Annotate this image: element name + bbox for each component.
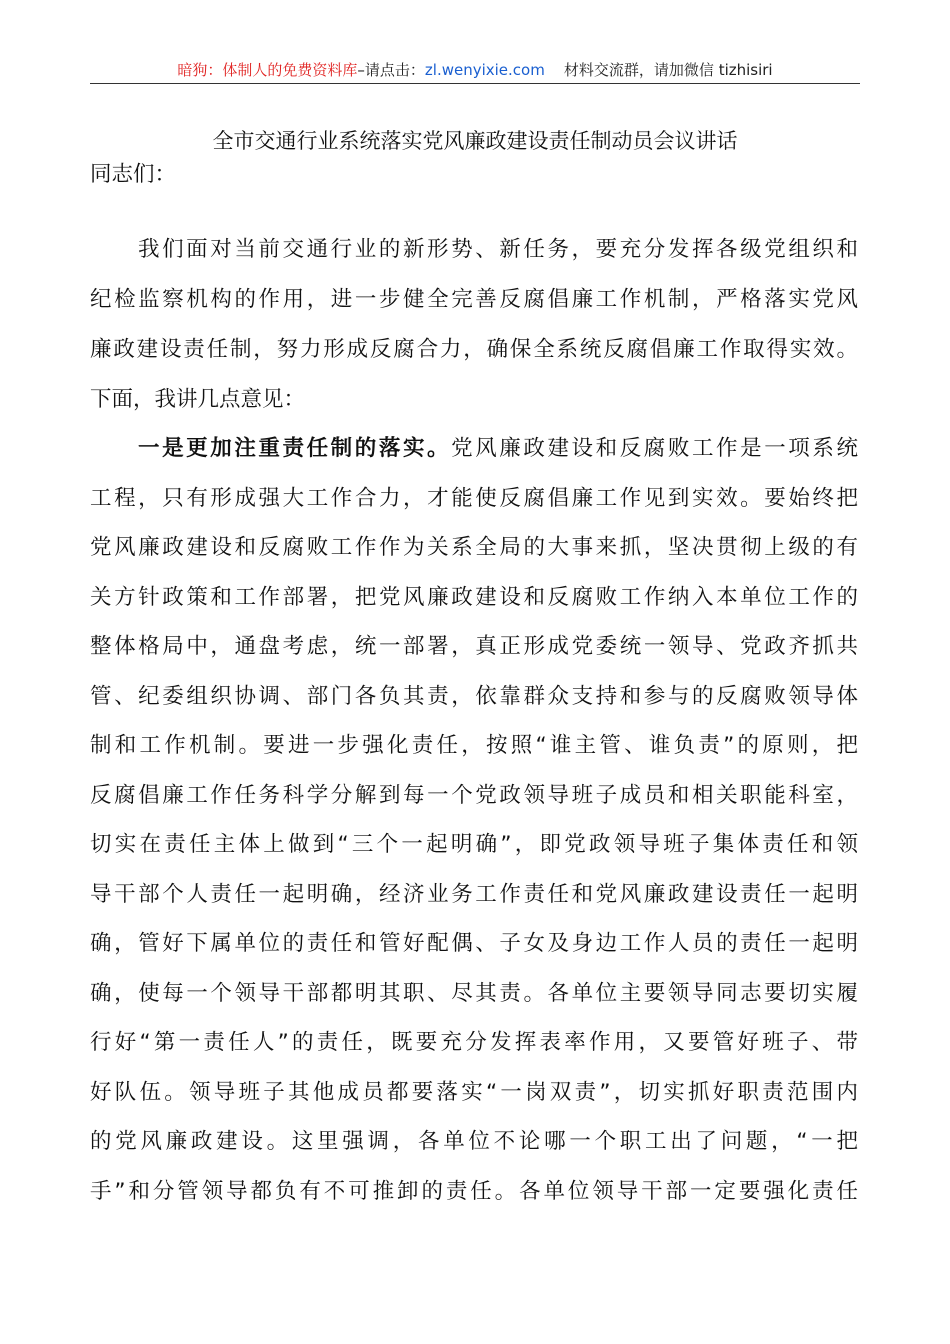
section1-line: 管、纪委组织协调、部门各负其责，依靠群众支持和参与的反腐败领导体: [90, 684, 858, 709]
header-url-link[interactable]: zl.wenyixie.com: [424, 61, 545, 79]
section1-line: 切实在责任主体上做到“三个一起明确”，即党政领导班子集体责任和领: [90, 832, 858, 857]
section1-line: 党风廉政建设和反腐败工作作为关系全局的大事来抓，坚决贯彻上级的有: [90, 535, 858, 560]
header-spacer: [545, 61, 564, 79]
header-group-notice: 材料交流群，请加微信 tizhisiri: [563, 61, 773, 79]
page-header: [90, 58, 860, 82]
section1-line: 确，使每一个领导干部都明其职、尽其责。各单位主要领导同志要切实履: [90, 981, 858, 1006]
section1-first-line-text: 党风廉政建设和反腐败工作是一项系统: [451, 436, 858, 461]
section1-line: 关方针政策和工作部署，把党风廉政建设和反腐败工作纳入本单位工作的: [90, 585, 858, 610]
section1-first-line: [138, 431, 858, 467]
section1-heading: 一是更加注重责任制的落实。: [138, 436, 452, 461]
document-title: 全市交通行业系统落实党风廉政建设责任制动员会议讲话: [212, 129, 738, 153]
intro-line: 我们面对当前交通行业的新形势、新任务，要充分发挥各级党组织和: [138, 237, 858, 262]
intro-line: 廉政建设责任制，努力形成反腐合力，确保全系统反腐倡廉工作取得实效。: [90, 337, 858, 362]
section1-line: 整体格局中，通盘考虑，统一部署，真正形成党委统一领导、党政齐抓共: [90, 634, 858, 659]
intro-line: 纪检监察机构的作用，进一步健全完善反腐倡廉工作机制，严格落实党风: [90, 287, 858, 312]
header-divider: [90, 83, 860, 84]
intro-line: 下面，我讲几点意见：: [90, 387, 306, 412]
section1-line: 导干部个人责任一起明确，经济业务工作责任和党风廉政建设责任一起明: [90, 882, 858, 907]
section1-line: 手”和分管领导都负有不可推卸的责任。各单位领导干部一定要强化责任: [90, 1179, 858, 1204]
section1-line: 的党风廉政建设。这里强调，各单位不论哪一个职工出了问题，“一把: [90, 1129, 858, 1154]
section1-line: 反腐倡廉工作任务科学分解到每一个党政领导班子成员和相关职能科室，: [90, 783, 858, 808]
header-click-prompt: –请点击：: [357, 61, 425, 79]
header-brand: 暗狗：体制人的免费资料库: [177, 61, 358, 79]
section1-line: 工程，只有形成强大工作合力，才能使反腐倡廉工作见到实效。要始终把: [90, 486, 858, 511]
section1-line: 行好“第一责任人”的责任，既要充分发挥表率作用，又要管好班子、带: [90, 1030, 858, 1055]
section1-line: 好队伍。领导班子其他成员都要落实“一岗双责”，切实抓好职责范围内: [90, 1080, 858, 1105]
section1-line: 确，管好下属单位的责任和管好配偶、子女及身边工作人员的责任一起明: [90, 931, 858, 956]
section1-line: 制和工作机制。要进一步强化责任，按照“谁主管、谁负责”的原则，把: [90, 733, 858, 758]
salutation: 同志们：: [90, 162, 177, 187]
